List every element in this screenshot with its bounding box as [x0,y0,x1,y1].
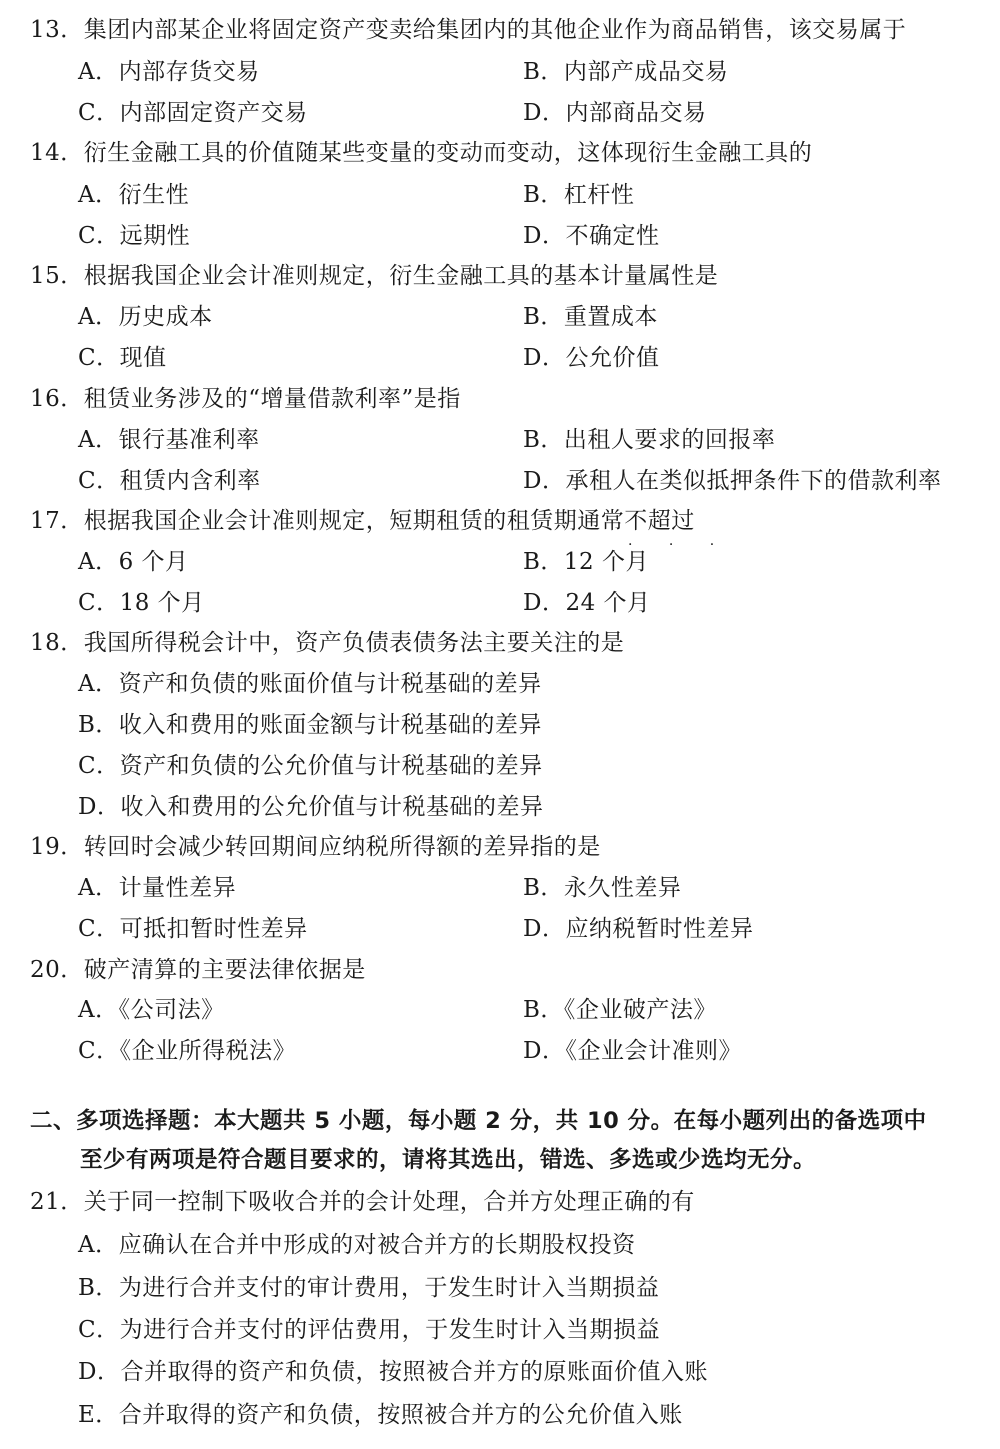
option-17c: C．18 个月 [78,590,205,616]
question-13: 13．集团内部某企业将固定资产变卖给集团内的其他企业作为商品销售，该交易属于 [30,17,907,43]
option-21e: E．合并取得的资产和负债，按照被合并方的公允价值入账 [78,1402,683,1428]
question-14: 14．衍生金融工具的价值随某些变量的变动而变动，这体现衍生金融工具的 [30,140,813,166]
option-13b: B．内部产成品交易 [523,59,729,85]
option-16a: A．银行基准利率 [78,427,260,453]
option-20c: C．《企业所得税法》 [78,1038,297,1064]
option-16d: D．承租人在类似抵押条件下的借款利率 [523,468,942,494]
question-20: 20．破产清算的主要法律依据是 [30,957,366,983]
option-18b: B．收入和费用的账面金额与计税基础的差异 [78,712,542,738]
option-21d: D．合并取得的资产和负债，按照被合并方的原账面价值入账 [78,1359,708,1385]
option-17d: D．24 个月 [523,590,651,616]
section-heading-line2: 至少有两项是符合题目要求的，请将其选出，错选、多选或少选均无分。 [80,1147,817,1173]
emphasis-dots: · · · [628,537,731,553]
option-20d: D．《企业会计准则》 [523,1038,742,1064]
question-15: 15．根据我国企业会计准则规定，衍生金融工具的基本计量属性是 [30,263,719,289]
option-21a: A．应确认在合并中形成的对被合并方的长期股权投资 [78,1232,636,1258]
option-19b: B．永久性差异 [523,875,682,901]
option-20a: A．《公司法》 [78,997,225,1023]
option-14a: A．衍生性 [78,182,190,208]
option-16b: B．出租人要求的回报率 [523,427,776,453]
question-19: 19．转回时会减少转回期间应纳税所得额的差异指的是 [30,834,601,860]
section-heading-line1: 二、多项选择题：本大题共 5 小题，每小题 2 分，共 10 分。在每小题列出的备选项中 [30,1108,927,1134]
option-16c: C．租赁内含利率 [78,468,261,494]
option-13a: A．内部存货交易 [78,59,260,85]
option-14b: B．杠杆性 [523,182,635,208]
question-21: 21．关于同一控制下吸收合并的会计处理，合并方处理正确的有 [30,1189,695,1215]
option-15a: A．历史成本 [78,304,213,330]
option-21c: C．为进行合并支付的评估费用，于发生时计入当期损益 [78,1317,661,1343]
question-18: 18．我国所得税会计中，资产负债表债务法主要关注的是 [30,630,625,656]
option-20b: B．《企业破产法》 [523,997,717,1023]
option-19a: A．计量性差异 [78,875,237,901]
option-13d: D．内部商品交易 [523,100,707,126]
option-19d: D．应纳税暂时性差异 [523,916,754,942]
question-16: 16．租赁业务涉及的“增量借款利率”是指 [30,386,461,412]
option-17a: A．6 个月 [78,549,189,575]
option-13c: C．内部固定资产交易 [78,100,308,126]
option-15b: B．重置成本 [523,304,658,330]
option-15c: C．现值 [78,345,167,371]
option-19c: C．可抵扣暂时性差异 [78,916,308,942]
option-18d: D．收入和费用的公允价值与计税基础的差异 [78,794,544,820]
option-18c: C．资产和负债的公允价值与计税基础的差异 [78,753,543,779]
option-17b: B．12 个月 [523,549,649,575]
option-21b: B．为进行合并支付的审计费用，于发生时计入当期损益 [78,1275,660,1301]
option-18a: A．资产和负债的账面价值与计税基础的差异 [78,671,542,697]
option-15d: D．公允价值 [523,345,660,371]
option-14d: D．不确定性 [523,223,660,249]
question-17: 17．根据我国企业会计准则规定，短期租赁的租赁期通常不超过 [30,508,695,534]
option-14c: C．远期性 [78,223,191,249]
